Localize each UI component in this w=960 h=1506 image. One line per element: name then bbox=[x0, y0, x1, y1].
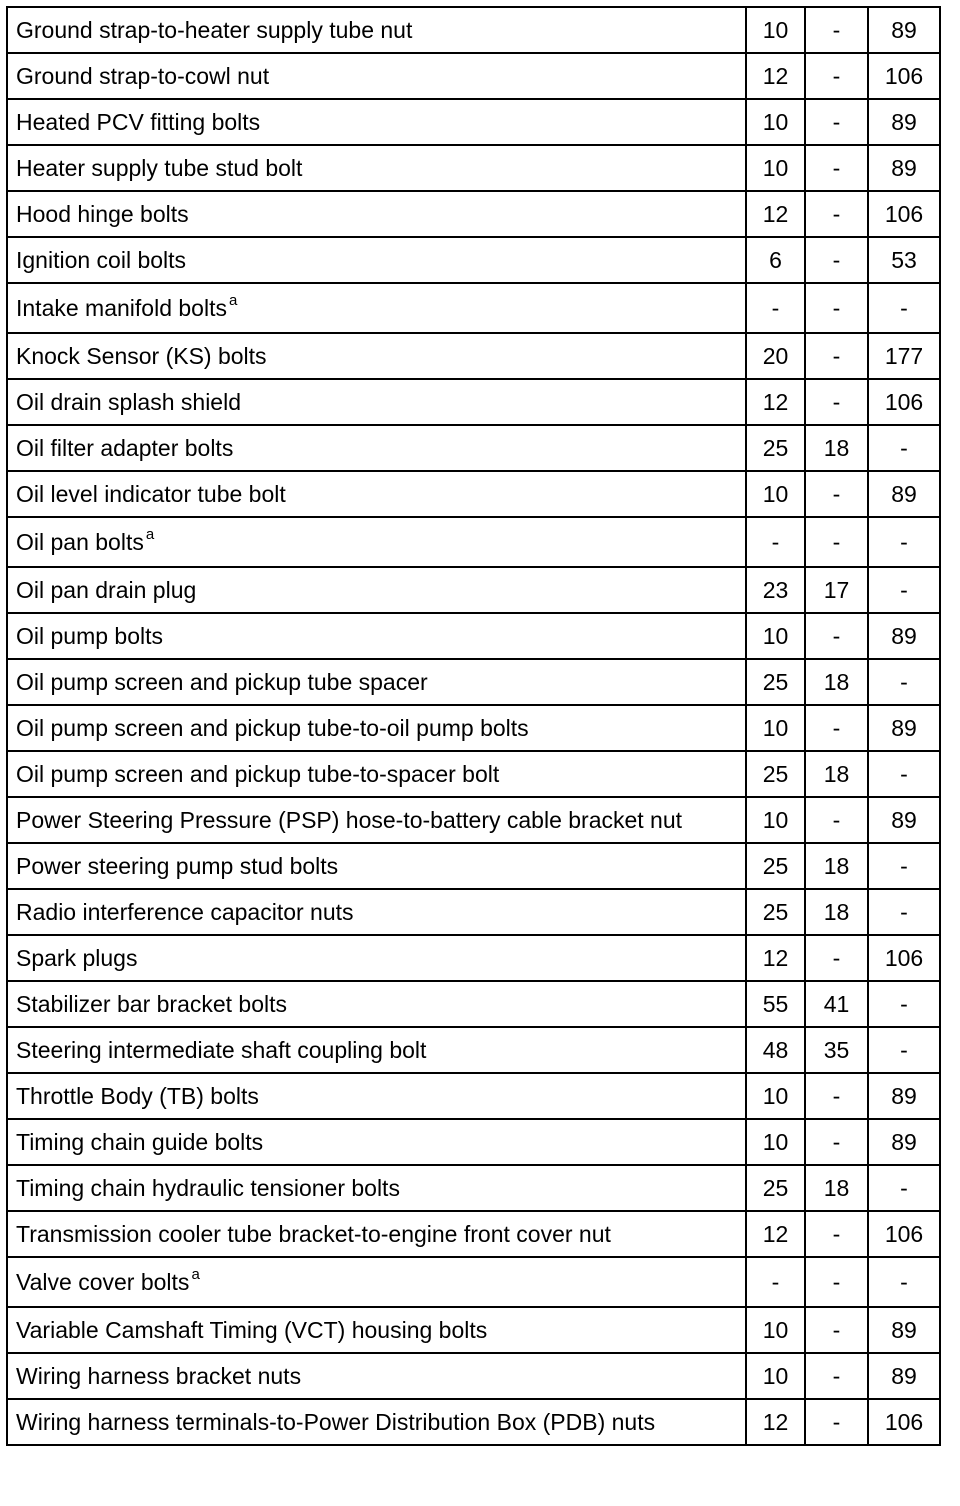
nm-value-cell: 23 bbox=[746, 567, 805, 613]
lbft-value-cell: - bbox=[805, 1307, 868, 1353]
lbin-value-cell: 106 bbox=[868, 1399, 940, 1445]
table-row bbox=[7, 517, 940, 567]
lbft-value-cell: - bbox=[805, 1257, 868, 1307]
nm-value-cell: 10 bbox=[746, 705, 805, 751]
component-label: Knock Sensor (KS) bolts bbox=[16, 342, 267, 369]
component-label: Power steering pump stud bolts bbox=[16, 852, 339, 879]
lbft-value-cell: 18 bbox=[805, 659, 868, 705]
component-cell bbox=[7, 1165, 746, 1211]
component-cell bbox=[7, 1399, 746, 1445]
nm-value-cell: 25 bbox=[746, 1165, 805, 1211]
component-label: Intake manifold bolts bbox=[16, 294, 227, 321]
nm-value-cell: 12 bbox=[746, 379, 805, 425]
lbin-value-cell: - bbox=[868, 659, 940, 705]
lbin-value-cell: 106 bbox=[868, 379, 940, 425]
table-row bbox=[7, 797, 940, 843]
table-row bbox=[7, 843, 940, 889]
nm-value-cell: - bbox=[746, 517, 805, 567]
nm-value-cell: 12 bbox=[746, 1399, 805, 1445]
component-cell bbox=[7, 843, 746, 889]
nm-value-cell: 10 bbox=[746, 7, 805, 53]
lbft-value-cell: - bbox=[805, 53, 868, 99]
nm-value-cell: 12 bbox=[746, 935, 805, 981]
lbin-value-cell: 89 bbox=[868, 1119, 940, 1165]
component-cell bbox=[7, 237, 746, 283]
lbin-value-cell: 89 bbox=[868, 797, 940, 843]
component-label: Timing chain guide bolts bbox=[16, 1128, 264, 1155]
table-row bbox=[7, 935, 940, 981]
lbft-value-cell: - bbox=[805, 935, 868, 981]
nm-value-cell: 48 bbox=[746, 1027, 805, 1073]
lbft-value-cell: - bbox=[805, 145, 868, 191]
table-row bbox=[7, 471, 940, 517]
component-cell bbox=[7, 191, 746, 237]
lbin-value-cell: 106 bbox=[868, 53, 940, 99]
lbft-value-cell: - bbox=[805, 1353, 868, 1399]
lbin-value-cell: 106 bbox=[868, 191, 940, 237]
component-cell bbox=[7, 471, 746, 517]
table-row bbox=[7, 1165, 940, 1211]
component-label: Oil pump bolts bbox=[16, 622, 164, 649]
component-cell bbox=[7, 1119, 746, 1165]
lbin-value-cell: 89 bbox=[868, 145, 940, 191]
component-label: Oil pan drain plug bbox=[16, 576, 197, 603]
table-row bbox=[7, 1307, 940, 1353]
table-row bbox=[7, 705, 940, 751]
nm-value-cell: 10 bbox=[746, 797, 805, 843]
lbft-value-cell: - bbox=[805, 1211, 868, 1257]
lbin-value-cell: 89 bbox=[868, 705, 940, 751]
lbft-value-cell: 35 bbox=[805, 1027, 868, 1073]
component-cell bbox=[7, 659, 746, 705]
lbin-value-cell: 89 bbox=[868, 1307, 940, 1353]
lbin-value-cell: - bbox=[868, 1165, 940, 1211]
table-row bbox=[7, 237, 940, 283]
lbin-value-cell: 106 bbox=[868, 1211, 940, 1257]
lbft-value-cell: - bbox=[805, 517, 868, 567]
lbft-value-cell: 18 bbox=[805, 889, 868, 935]
table-row bbox=[7, 53, 940, 99]
component-cell bbox=[7, 425, 746, 471]
component-label: Wiring harness terminals-to-Power Distribution Box (PDB) nuts bbox=[16, 1408, 656, 1435]
table-row bbox=[7, 283, 940, 333]
component-cell bbox=[7, 705, 746, 751]
component-label: Spark plugs bbox=[16, 944, 138, 971]
nm-value-cell: 10 bbox=[746, 1073, 805, 1119]
nm-value-cell: 10 bbox=[746, 1353, 805, 1399]
lbft-value-cell: - bbox=[805, 191, 868, 237]
component-label: Transmission cooler tube bracket-to-engine front cover nut bbox=[16, 1220, 611, 1247]
component-cell bbox=[7, 517, 746, 567]
component-label: Hood hinge bolts bbox=[16, 200, 189, 227]
lbft-value-cell: 18 bbox=[805, 1165, 868, 1211]
component-label: Oil pan bolts bbox=[16, 528, 144, 555]
component-label: Ignition coil bolts bbox=[16, 246, 187, 273]
lbft-value-cell: - bbox=[805, 471, 868, 517]
lbin-value-cell: 53 bbox=[868, 237, 940, 283]
table-row bbox=[7, 889, 940, 935]
table-row bbox=[7, 1257, 940, 1307]
nm-value-cell: 25 bbox=[746, 425, 805, 471]
component-cell bbox=[7, 7, 746, 53]
nm-value-cell: 10 bbox=[746, 471, 805, 517]
nm-value-cell: - bbox=[746, 1257, 805, 1307]
component-cell bbox=[7, 53, 746, 99]
lbft-value-cell: 18 bbox=[805, 751, 868, 797]
component-cell bbox=[7, 333, 746, 379]
component-label: Ground strap-to-cowl nut bbox=[16, 62, 270, 89]
component-cell bbox=[7, 1257, 746, 1307]
nm-value-cell: - bbox=[746, 283, 805, 333]
component-cell bbox=[7, 889, 746, 935]
lbft-value-cell: - bbox=[805, 7, 868, 53]
component-cell bbox=[7, 935, 746, 981]
component-label: Oil pump screen and pickup tube-to-spacer bolt bbox=[16, 760, 500, 787]
footnote-marker: a bbox=[191, 1265, 200, 1283]
component-label: Oil pump screen and pickup tube-to-oil pump bolts bbox=[16, 714, 529, 741]
nm-value-cell: 10 bbox=[746, 145, 805, 191]
component-label: Oil level indicator tube bolt bbox=[16, 480, 286, 507]
lbft-value-cell: - bbox=[805, 613, 868, 659]
table-row bbox=[7, 1119, 940, 1165]
lbin-value-cell: 89 bbox=[868, 1353, 940, 1399]
lbin-value-cell: - bbox=[868, 425, 940, 471]
table-row bbox=[7, 99, 940, 145]
component-label: Steering intermediate shaft coupling bolt bbox=[16, 1036, 427, 1063]
component-cell bbox=[7, 751, 746, 797]
component-label: Oil drain splash shield bbox=[16, 388, 242, 415]
table-row bbox=[7, 1211, 940, 1257]
component-label: Timing chain hydraulic tensioner bolts bbox=[16, 1174, 400, 1201]
lbin-value-cell: - bbox=[868, 843, 940, 889]
nm-value-cell: 12 bbox=[746, 1211, 805, 1257]
footnote-marker: a bbox=[228, 291, 238, 309]
lbft-value-cell: - bbox=[805, 283, 868, 333]
table-row bbox=[7, 191, 940, 237]
table-row bbox=[7, 613, 940, 659]
table-row bbox=[7, 567, 940, 613]
component-cell bbox=[7, 1027, 746, 1073]
nm-value-cell: 10 bbox=[746, 99, 805, 145]
component-label: Heater supply tube stud bolt bbox=[16, 154, 303, 181]
component-label: Oil pump screen and pickup tube spacer bbox=[16, 668, 428, 695]
nm-value-cell: 55 bbox=[746, 981, 805, 1027]
nm-value-cell: 10 bbox=[746, 1307, 805, 1353]
table-row bbox=[7, 379, 940, 425]
lbft-value-cell: - bbox=[805, 99, 868, 145]
lbin-value-cell: - bbox=[868, 517, 940, 567]
component-cell bbox=[7, 283, 746, 333]
component-cell bbox=[7, 1211, 746, 1257]
lbin-value-cell: - bbox=[868, 567, 940, 613]
component-cell bbox=[7, 613, 746, 659]
lbin-value-cell: 89 bbox=[868, 7, 940, 53]
component-label: Valve cover bolts bbox=[16, 1268, 190, 1295]
lbft-value-cell: 18 bbox=[805, 843, 868, 889]
table-row bbox=[7, 333, 940, 379]
component-cell bbox=[7, 797, 746, 843]
lbft-value-cell: - bbox=[805, 797, 868, 843]
lbin-value-cell: - bbox=[868, 751, 940, 797]
component-label: Throttle Body (TB) bolts bbox=[16, 1082, 259, 1109]
component-label: Power Steering Pressure (PSP) hose-to-battery cable bracket nut bbox=[16, 806, 683, 833]
torque-spec-table-body bbox=[7, 7, 940, 1445]
component-cell bbox=[7, 145, 746, 191]
lbin-value-cell: 89 bbox=[868, 471, 940, 517]
table-row bbox=[7, 659, 940, 705]
lbft-value-cell: - bbox=[805, 379, 868, 425]
table-row bbox=[7, 1353, 940, 1399]
nm-value-cell: 25 bbox=[746, 889, 805, 935]
torque-spec-table bbox=[6, 6, 941, 1446]
component-label: Stabilizer bar bracket bolts bbox=[16, 990, 288, 1017]
lbft-value-cell: 41 bbox=[805, 981, 868, 1027]
nm-value-cell: 10 bbox=[746, 613, 805, 659]
table-row bbox=[7, 425, 940, 471]
nm-value-cell: 12 bbox=[746, 53, 805, 99]
table-row bbox=[7, 145, 940, 191]
component-label: Radio interference capacitor nuts bbox=[16, 898, 354, 925]
nm-value-cell: 6 bbox=[746, 237, 805, 283]
component-cell bbox=[7, 99, 746, 145]
table-row bbox=[7, 1073, 940, 1119]
lbft-value-cell: - bbox=[805, 705, 868, 751]
component-cell bbox=[7, 981, 746, 1027]
lbin-value-cell: - bbox=[868, 889, 940, 935]
nm-value-cell: 25 bbox=[746, 843, 805, 889]
component-cell bbox=[7, 1307, 746, 1353]
component-label: Oil filter adapter bolts bbox=[16, 434, 234, 461]
component-cell bbox=[7, 379, 746, 425]
lbin-value-cell: - bbox=[868, 283, 940, 333]
component-label: Variable Camshaft Timing (VCT) housing bolts bbox=[16, 1316, 488, 1343]
component-cell bbox=[7, 1353, 746, 1399]
lbft-value-cell: - bbox=[805, 1399, 868, 1445]
component-label: Heated PCV fitting bolts bbox=[16, 108, 261, 135]
table-row bbox=[7, 981, 940, 1027]
table-row bbox=[7, 1027, 940, 1073]
lbin-value-cell: - bbox=[868, 1257, 940, 1307]
lbin-value-cell: 177 bbox=[868, 333, 940, 379]
nm-value-cell: 12 bbox=[746, 191, 805, 237]
nm-value-cell: 25 bbox=[746, 659, 805, 705]
lbin-value-cell: 89 bbox=[868, 99, 940, 145]
table-row bbox=[7, 7, 940, 53]
lbft-value-cell: 18 bbox=[805, 425, 868, 471]
nm-value-cell: 20 bbox=[746, 333, 805, 379]
table-row bbox=[7, 751, 940, 797]
lbft-value-cell: - bbox=[805, 333, 868, 379]
component-label: Ground strap-to-heater supply tube nut bbox=[16, 16, 413, 43]
lbin-value-cell: 89 bbox=[868, 613, 940, 659]
lbft-value-cell: 17 bbox=[805, 567, 868, 613]
nm-value-cell: 10 bbox=[746, 1119, 805, 1165]
component-label: Wiring harness bracket nuts bbox=[16, 1362, 302, 1389]
lbin-value-cell: - bbox=[868, 1027, 940, 1073]
table-row bbox=[7, 1399, 940, 1445]
component-cell bbox=[7, 1073, 746, 1119]
lbft-value-cell: - bbox=[805, 237, 868, 283]
lbft-value-cell: - bbox=[805, 1073, 868, 1119]
footnote-marker: a bbox=[145, 525, 155, 543]
lbin-value-cell: - bbox=[868, 981, 940, 1027]
lbin-value-cell: 89 bbox=[868, 1073, 940, 1119]
component-cell bbox=[7, 567, 746, 613]
nm-value-cell: 25 bbox=[746, 751, 805, 797]
lbin-value-cell: 106 bbox=[868, 935, 940, 981]
lbft-value-cell: - bbox=[805, 1119, 868, 1165]
